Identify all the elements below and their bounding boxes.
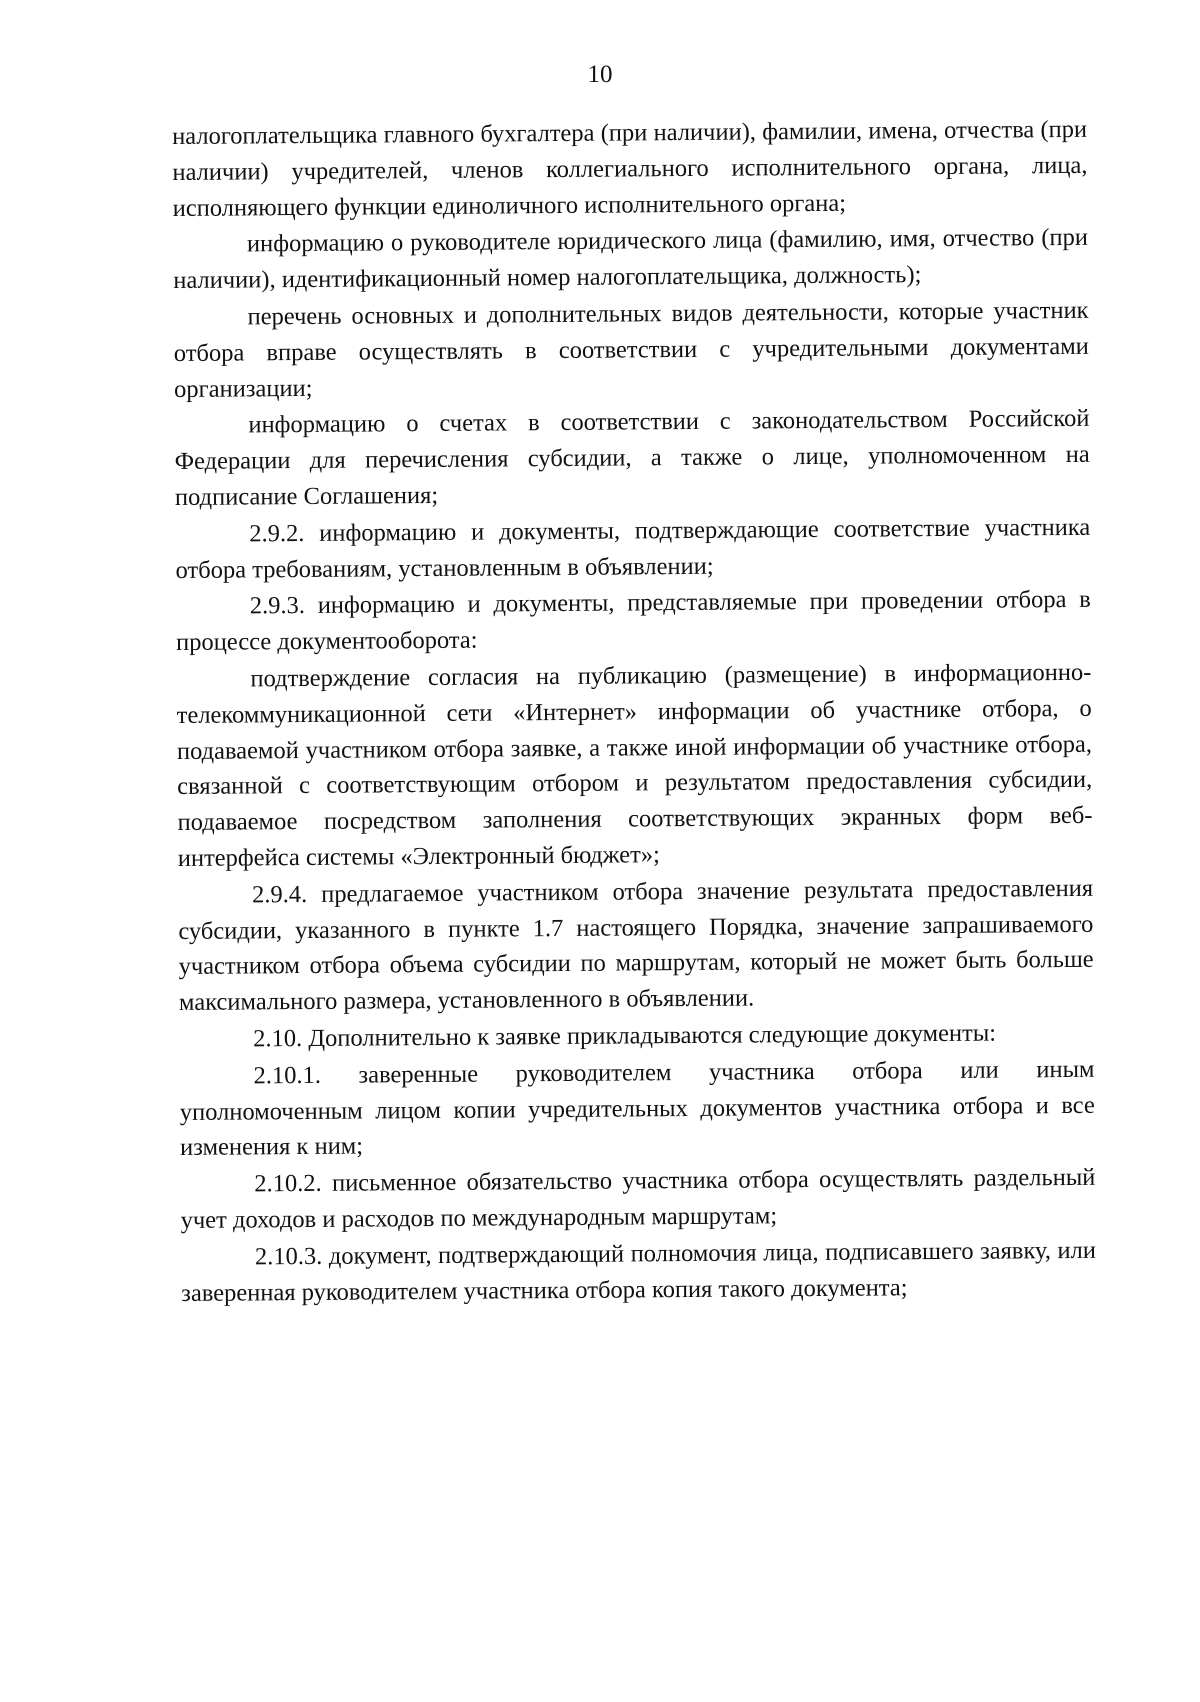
numbered-paragraph <box>181 1232 1097 1311</box>
clause-number: 2.10.1. <box>253 1061 321 1090</box>
numbered-paragraph <box>178 871 1094 1021</box>
clause-text: информацию и документы, подтверждающие соответствие участника отбора требованиям, установленным в объявлении; <box>175 513 1091 584</box>
paragraph: налогоплательщика главного бухгалтера (при наличии), фамилии, имена, отчества (при наличии) учредителей, членов коллегиального исполнительного органа, лица, исполняющего функции единоличного исполнительного органа; <box>172 115 1088 222</box>
clause-text: предлагаемое участником отбора значение результата предоставления субсидии, указанного в пункте 1.7 настоящего Порядка, значение запрашиваемого участником отбора объема субсидии по маршрутам, который не может быть больше максимального размера, установленного в объявлении. <box>178 874 1094 1017</box>
page-number: 10 <box>587 61 613 88</box>
numbered-paragraph <box>176 582 1092 661</box>
paragraph: подтверждение согласия на публикацию (размещение) в информационно-телекоммуникационной сети «Интернет» информации об участнике отбора, о подаваемой участником отбора заявке, а также иной информации об участнике отбора, связанной с соответствующим отбором и результатом предоставления субсидии, подаваемое посредством заполнения соответствующих экранных форм веб-интерфейса системы «Электронный бюджет»; <box>176 658 1093 872</box>
clause-number: 2.9.3. <box>249 592 306 620</box>
numbered-paragraph <box>179 1015 1094 1058</box>
numbered-paragraph <box>180 1160 1096 1239</box>
paragraph: информацию о руководителе юридического лица (фамилию, имя, отчество (при наличии), идентификационный номер налогоплательщика, должность); <box>173 224 1089 295</box>
document-body <box>172 112 1096 1312</box>
paragraph: перечень основных и дополнительных видов деятельности, которые участник отбора вправе осуществлять в соответствии с учредительными документами организации; <box>173 296 1089 403</box>
numbered-paragraph <box>175 510 1091 589</box>
clause-text: Дополнительно к заявке прикладываются следующие документы: <box>308 1019 997 1052</box>
clause-number: 2.10.3. <box>254 1242 323 1271</box>
clause-number: 2.9.4. <box>251 880 308 909</box>
paragraph: информацию о счетах в соответствии с законодательством Российской Федерации для перечисления субсидии, а также о лице, уполномоченном на подписание Соглашения; <box>174 405 1090 511</box>
numbered-paragraph <box>179 1052 1095 1167</box>
clause-text: документ, подтверждающий полномочия лица, подписавшего заявку, или заверенная руководителем участника отбора копия такого документа; <box>181 1236 1097 1307</box>
clause-text: информацию и документы, представляемые при проведении отбора в процессе документооборота: <box>176 586 1091 657</box>
clause-text: письменное обязательство участника отбора осуществлять раздельный учет доходов и расходов по международным маршрутам; <box>180 1163 1096 1234</box>
clause-text: заверенные руководителем участника отбора или иным уполномоченным лицом копии учредительных документов участника отбора и все изменения к ним; <box>179 1055 1095 1162</box>
clause-number: 2.10. <box>253 1024 303 1053</box>
clause-number: 2.9.2. <box>249 519 305 548</box>
clause-number: 2.10.2. <box>254 1169 322 1198</box>
